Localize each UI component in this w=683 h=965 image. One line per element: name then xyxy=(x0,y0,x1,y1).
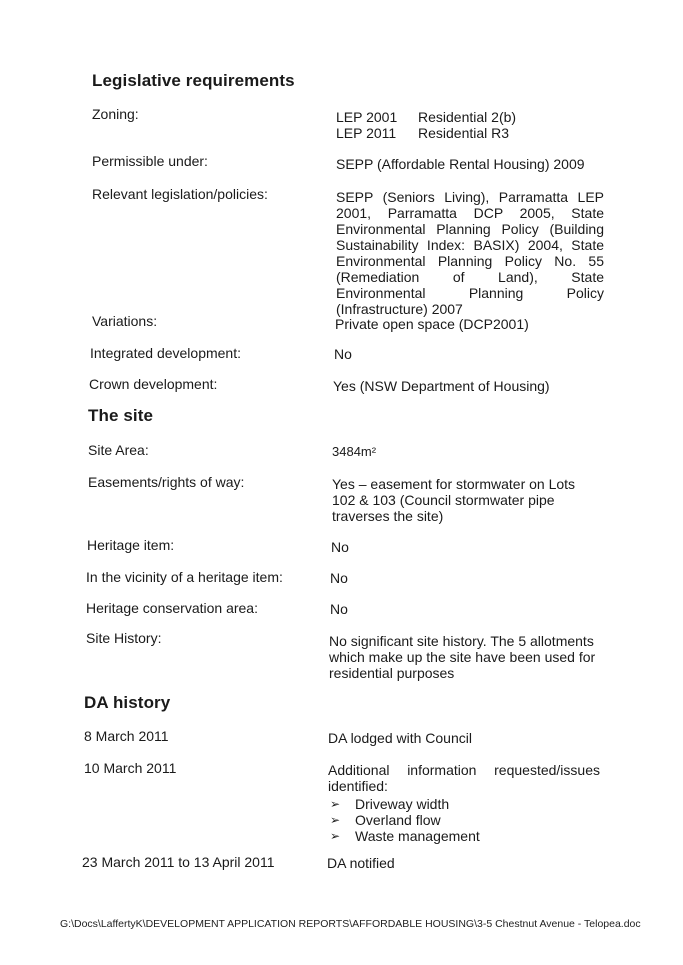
zoning-lep-code: LEP 2001 xyxy=(336,109,398,125)
crown-label: Crown development: xyxy=(89,376,218,392)
footer-file-path: G:\Docs\LaffertyK\DEVELOPMENT APPLICATION REPORTS\AFFORDABLE HOUSING\3-5 Chestnut Avenue - Telopea.doc xyxy=(60,918,641,930)
variations-value: Private open space (DCP2001) xyxy=(335,316,529,332)
da-event: DA lodged with Council xyxy=(328,730,472,746)
zoning-lep-code: LEP 2011 xyxy=(336,125,397,141)
issue-text: Overland flow xyxy=(355,812,441,828)
heritage-item-label: Heritage item: xyxy=(87,537,175,553)
zoning-zone: Residential 2(b) xyxy=(418,109,517,125)
list-item xyxy=(328,828,600,844)
heritage-vicinity-value: No xyxy=(330,570,348,586)
section-heading-legislative: Legislative requirements xyxy=(92,71,295,90)
da-date: 23 March 2011 to 13 April 2011 xyxy=(82,854,275,870)
issue-text: Waste management xyxy=(355,828,480,844)
da-date: 10 March 2011 xyxy=(84,760,177,776)
da-event-issues xyxy=(328,762,600,844)
arrow-bullet-icon: ➢ xyxy=(330,797,341,811)
site-history-label: Site History: xyxy=(86,630,162,646)
arrow-bullet-icon: ➢ xyxy=(330,829,341,843)
site-history-value: No significant site history. The 5 allotments which make up the site have been used for residential purposes xyxy=(329,633,596,681)
integrated-label: Integrated development: xyxy=(90,345,241,361)
easements-label: Easements/rights of way: xyxy=(88,474,245,490)
legislation-value: SEPP (Seniors Living), Parramatta LEP 2001, Parramatta DCP 2005, State Environmental Planning Policy (Building Sustainability Index: BASIX) 2004, State Environmental Planning Policy No. 55 (Remediation of Land), State Environmental Planning Policy (Infrastructure) 2007 xyxy=(336,189,604,317)
arrow-bullet-icon: ➢ xyxy=(330,813,341,827)
list-item xyxy=(328,796,600,812)
integrated-value: No xyxy=(334,346,352,362)
list-item xyxy=(328,812,600,828)
da-event: DA notified xyxy=(327,855,395,871)
zoning-zone: Residential R3 xyxy=(418,125,510,141)
site-area-label: Site Area: xyxy=(88,442,149,458)
conservation-area-value: No xyxy=(330,601,348,617)
issues-list xyxy=(328,796,600,844)
heritage-vicinity-label: In the vicinity of a heritage item: xyxy=(86,569,283,585)
zoning-row xyxy=(336,109,606,125)
section-heading-site: The site xyxy=(88,406,154,425)
legislation-label: Relevant legislation/policies: xyxy=(92,186,268,202)
crown-value: Yes (NSW Department of Housing) xyxy=(333,378,550,394)
variations-label: Variations: xyxy=(92,313,158,329)
zoning-row xyxy=(336,125,606,141)
section-heading-da-history: DA history xyxy=(84,693,171,712)
permissible-label: Permissible under: xyxy=(92,153,208,169)
site-area-value: 3484m² xyxy=(332,444,377,459)
easements-value: Yes – easement for stormwater on Lots 102 & 103 (Council stormwater pipe traverses the site) xyxy=(332,476,576,524)
conservation-area-label: Heritage conservation area: xyxy=(86,600,258,616)
issue-text: Driveway width xyxy=(355,796,450,812)
da-date: 8 March 2011 xyxy=(84,728,169,744)
heritage-item-value: No xyxy=(331,539,349,555)
zoning-label: Zoning: xyxy=(92,106,139,122)
da-event-text: Additional information requested/issues identified: xyxy=(328,762,600,794)
permissible-value: SEPP (Affordable Rental Housing) 2009 xyxy=(336,156,585,172)
zoning-value xyxy=(336,109,606,141)
